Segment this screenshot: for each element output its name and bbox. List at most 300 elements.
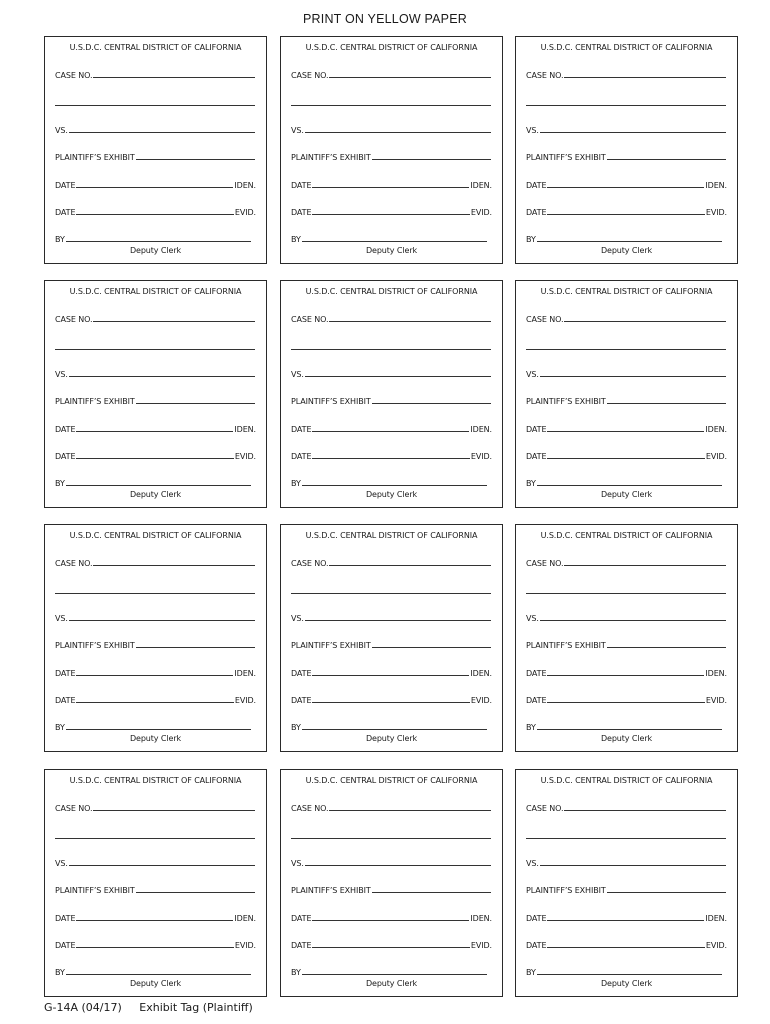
evidence-date-field[interactable] [547,450,704,459]
exhibit-number-field[interactable] [607,884,726,893]
case-blank-row [526,829,727,841]
exhibit-label: PLAINTIFF’S EXHIBIT [291,397,371,406]
exhibit-row [291,638,492,650]
date-label: DATE [55,452,76,461]
case-blank-row [55,96,256,108]
evidence-date-field[interactable] [76,939,233,948]
evidence-date-row [55,449,256,461]
date-label: DATE [291,914,312,923]
exhibit-tag [280,280,503,508]
vs-label: VS. [291,614,304,623]
evidence-date-row [526,938,727,950]
form-title: Exhibit Tag (Plaintiff) [139,1001,253,1014]
evidence-date-row [291,938,492,950]
page-header: PRINT ON YELLOW PAPER [303,12,467,26]
case-no-field[interactable] [564,802,726,811]
evidence-date-field[interactable] [312,939,469,948]
evidence-date-row [55,938,256,950]
evid-label: EVID. [705,941,727,950]
vs-row [526,123,727,135]
deputy-clerk-caption: Deputy Clerk [365,246,418,255]
identified-date-field[interactable] [76,667,233,676]
exhibit-label: PLAINTIFF’S EXHIBIT [526,397,606,406]
case-blank-row [526,96,727,108]
vs-label: VS. [526,126,539,135]
case-no-field-continued[interactable] [291,830,491,839]
case-blank-row [291,340,492,352]
case-no-row [526,312,727,324]
by-row [291,965,488,977]
evidence-date-row [291,449,492,461]
case-no-field[interactable] [329,69,491,78]
by-label: BY [526,479,536,488]
vs-field[interactable] [305,857,491,866]
exhibit-number-field[interactable] [372,884,491,893]
form-id: G-14A (04/17) [44,1001,122,1014]
case-no-label: CASE NO. [291,315,329,324]
identified-date-field[interactable] [547,423,704,432]
case-no-field-continued[interactable] [526,830,726,839]
exhibit-label: PLAINTIFF’S EXHIBIT [55,153,135,162]
exhibit-label: PLAINTIFF’S EXHIBIT [55,886,135,895]
vs-row [291,611,492,623]
date-label: DATE [55,696,76,705]
vs-row [291,123,492,135]
case-no-row [291,556,492,568]
exhibit-label: PLAINTIFF’S EXHIBIT [55,397,135,406]
deputy-clerk-caption: Deputy Clerk [129,979,182,988]
case-blank-row [291,829,492,841]
evid-label: EVID. [470,941,492,950]
by-row [526,232,723,244]
exhibit-row [526,394,727,406]
court-title: U.S.D.C. CENTRAL DISTRICT OF CALIFORNIA [305,43,478,52]
by-label: BY [291,479,301,488]
exhibit-tag [44,280,267,508]
case-no-field-continued[interactable] [55,830,255,839]
identified-date-field[interactable] [76,179,233,188]
vs-field[interactable] [540,857,726,866]
case-no-field-continued[interactable] [526,341,726,350]
by-row [526,476,723,488]
identified-date-field[interactable] [76,423,233,432]
case-no-label: CASE NO. [526,71,564,80]
by-row [291,232,488,244]
evid-label: EVID. [705,208,727,217]
deputy-clerk-caption: Deputy Clerk [600,734,653,743]
exhibit-number-field[interactable] [136,884,255,893]
identified-date-row [526,178,727,190]
by-row [55,232,252,244]
evidence-date-field[interactable] [76,450,233,459]
vs-row [291,367,492,379]
case-no-row [55,556,256,568]
deputy-clerk-caption: Deputy Clerk [600,246,653,255]
case-no-field[interactable] [93,69,255,78]
exhibit-tag [44,36,267,264]
court-title: U.S.D.C. CENTRAL DISTRICT OF CALIFORNIA [69,531,242,540]
date-label: DATE [291,452,312,461]
case-no-row [526,556,727,568]
case-no-field[interactable] [93,802,255,811]
exhibit-tag [280,524,503,752]
identified-date-field[interactable] [547,667,704,676]
date-label: DATE [526,452,547,461]
vs-label: VS. [291,370,304,379]
date-label: DATE [55,914,76,923]
exhibit-label: PLAINTIFF’S EXHIBIT [526,641,606,650]
exhibit-number-field[interactable] [136,151,255,160]
exhibit-label: PLAINTIFF’S EXHIBIT [55,641,135,650]
identified-date-row [291,178,492,190]
vs-row [526,367,727,379]
vs-label: VS. [55,370,68,379]
deputy-signature-field[interactable] [537,721,722,730]
vs-field[interactable] [69,612,255,621]
case-no-field-continued[interactable] [526,585,726,594]
case-no-label: CASE NO. [526,315,564,324]
deputy-signature-field[interactable] [302,477,487,486]
vs-field[interactable] [69,368,255,377]
case-no-label: CASE NO. [55,804,93,813]
vs-row [55,856,256,868]
iden-label: IDEN. [705,914,727,923]
case-no-field[interactable] [93,557,255,566]
case-no-row [55,68,256,80]
vs-row [291,856,492,868]
vs-label: VS. [526,859,539,868]
date-label: DATE [291,696,312,705]
case-no-field-continued[interactable] [55,97,255,106]
exhibit-row [526,638,727,650]
deputy-clerk-caption: Deputy Clerk [129,246,182,255]
iden-label: IDEN. [234,669,256,678]
vs-label: VS. [291,126,304,135]
by-label: BY [55,968,65,977]
by-row [526,965,723,977]
exhibit-row [55,883,256,895]
identified-date-row [526,911,727,923]
evidence-date-field[interactable] [547,206,704,215]
case-no-field[interactable] [564,69,726,78]
deputy-signature-field[interactable] [66,966,251,975]
court-title: U.S.D.C. CENTRAL DISTRICT OF CALIFORNIA [540,531,713,540]
date-label: DATE [526,425,547,434]
identified-date-row [55,911,256,923]
iden-label: IDEN. [234,181,256,190]
evidence-date-row [55,205,256,217]
deputy-signature-field[interactable] [537,233,722,242]
evid-label: EVID. [470,208,492,217]
exhibit-tag [515,524,738,752]
date-label: DATE [291,208,312,217]
date-label: DATE [291,669,312,678]
exhibit-number-field[interactable] [372,639,491,648]
vs-field[interactable] [305,368,491,377]
identified-date-field[interactable] [76,912,233,921]
by-label: BY [55,723,65,732]
vs-label: VS. [526,370,539,379]
exhibit-tag [280,769,503,997]
date-label: DATE [526,669,547,678]
date-label: DATE [526,181,547,190]
exhibit-row [526,883,727,895]
evidence-date-row [55,693,256,705]
evidence-date-field[interactable] [312,206,469,215]
date-label: DATE [55,208,76,217]
case-blank-row [526,584,727,596]
by-row [55,476,252,488]
evid-label: EVID. [234,452,256,461]
case-no-label: CASE NO. [526,804,564,813]
vs-label: VS. [526,614,539,623]
exhibit-tag [44,769,267,997]
exhibit-row [55,394,256,406]
identified-date-field[interactable] [312,423,469,432]
evid-label: EVID. [470,452,492,461]
exhibit-number-field[interactable] [372,151,491,160]
case-no-row [291,68,492,80]
exhibit-label: PLAINTIFF’S EXHIBIT [291,153,371,162]
deputy-signature-field[interactable] [537,477,722,486]
identified-date-row [55,666,256,678]
case-no-label: CASE NO. [55,315,93,324]
case-no-field[interactable] [329,557,491,566]
by-label: BY [55,235,65,244]
date-label: DATE [291,941,312,950]
vs-field[interactable] [540,612,726,621]
by-row [526,720,723,732]
iden-label: IDEN. [470,914,492,923]
case-no-row [55,801,256,813]
evidence-date-row [526,449,727,461]
vs-label: VS. [55,859,68,868]
evidence-date-row [291,205,492,217]
deputy-clerk-caption: Deputy Clerk [365,734,418,743]
case-no-field-continued[interactable] [291,341,491,350]
exhibit-row [526,150,727,162]
by-label: BY [291,723,301,732]
court-title: U.S.D.C. CENTRAL DISTRICT OF CALIFORNIA [305,287,478,296]
by-row [291,720,488,732]
exhibit-tag [515,280,738,508]
date-label: DATE [526,696,547,705]
case-blank-row [55,829,256,841]
case-no-field[interactable] [329,802,491,811]
vs-field[interactable] [540,124,726,133]
case-no-row [291,801,492,813]
exhibit-number-field[interactable] [607,639,726,648]
case-no-row [526,801,727,813]
evid-label: EVID. [234,696,256,705]
exhibit-row [55,638,256,650]
date-label: DATE [55,669,76,678]
by-row [55,965,252,977]
court-title: U.S.D.C. CENTRAL DISTRICT OF CALIFORNIA [540,287,713,296]
vs-field[interactable] [305,124,491,133]
date-label: DATE [55,181,76,190]
case-no-label: CASE NO. [291,559,329,568]
exhibit-row [291,883,492,895]
case-blank-row [55,584,256,596]
identified-date-field[interactable] [312,667,469,676]
case-blank-row [526,340,727,352]
vs-field[interactable] [69,857,255,866]
deputy-signature-field[interactable] [537,966,722,975]
by-label: BY [291,235,301,244]
exhibit-row [291,394,492,406]
identified-date-row [526,666,727,678]
iden-label: IDEN. [470,181,492,190]
iden-label: IDEN. [705,425,727,434]
date-label: DATE [55,941,76,950]
by-label: BY [526,235,536,244]
iden-label: IDEN. [234,425,256,434]
vs-row [55,367,256,379]
evid-label: EVID. [234,208,256,217]
deputy-clerk-caption: Deputy Clerk [365,490,418,499]
court-title: U.S.D.C. CENTRAL DISTRICT OF CALIFORNIA [540,43,713,52]
vs-row [526,856,727,868]
identified-date-row [55,178,256,190]
identified-date-row [526,422,727,434]
deputy-clerk-caption: Deputy Clerk [600,490,653,499]
vs-field[interactable] [305,612,491,621]
date-label: DATE [291,425,312,434]
evidence-date-field[interactable] [312,450,469,459]
by-row [291,476,488,488]
case-no-label: CASE NO. [291,804,329,813]
evid-label: EVID. [234,941,256,950]
evid-label: EVID. [705,696,727,705]
iden-label: IDEN. [234,914,256,923]
evidence-date-field[interactable] [547,939,704,948]
date-label: DATE [526,941,547,950]
evidence-date-row [526,693,727,705]
deputy-clerk-caption: Deputy Clerk [365,979,418,988]
by-label: BY [526,968,536,977]
case-no-field-continued[interactable] [55,341,255,350]
deputy-clerk-caption: Deputy Clerk [129,734,182,743]
deputy-signature-field[interactable] [66,477,251,486]
deputy-signature-field[interactable] [302,721,487,730]
iden-label: IDEN. [705,669,727,678]
exhibit-number-field[interactable] [607,395,726,404]
vs-row [55,611,256,623]
identified-date-field[interactable] [547,912,704,921]
exhibit-number-field[interactable] [136,639,255,648]
by-row [55,720,252,732]
exhibit-number-field[interactable] [607,151,726,160]
iden-label: IDEN. [705,181,727,190]
evidence-date-field[interactable] [547,694,704,703]
vs-field[interactable] [540,368,726,377]
exhibit-label: PLAINTIFF’S EXHIBIT [526,886,606,895]
deputy-signature-field[interactable] [302,233,487,242]
exhibit-row [55,150,256,162]
deputy-clerk-caption: Deputy Clerk [600,979,653,988]
evidence-date-field[interactable] [312,694,469,703]
vs-row [55,123,256,135]
date-label: DATE [55,425,76,434]
case-blank-row [291,584,492,596]
iden-label: IDEN. [470,669,492,678]
case-no-field-continued[interactable] [291,585,491,594]
case-no-field-continued[interactable] [291,97,491,106]
exhibit-row [291,150,492,162]
case-no-label: CASE NO. [55,559,93,568]
evid-label: EVID. [470,696,492,705]
evidence-date-field[interactable] [76,694,233,703]
identified-date-row [291,422,492,434]
exhibit-tag [515,36,738,264]
date-label: DATE [291,181,312,190]
identified-date-field[interactable] [312,179,469,188]
case-no-field[interactable] [93,313,255,322]
evidence-date-row [526,205,727,217]
identified-date-row [291,666,492,678]
vs-label: VS. [55,126,68,135]
deputy-clerk-caption: Deputy Clerk [129,490,182,499]
exhibit-tag [515,769,738,997]
court-title: U.S.D.C. CENTRAL DISTRICT OF CALIFORNIA [540,776,713,785]
vs-label: VS. [291,859,304,868]
deputy-signature-field[interactable] [302,966,487,975]
court-title: U.S.D.C. CENTRAL DISTRICT OF CALIFORNIA [69,287,242,296]
deputy-signature-field[interactable] [66,233,251,242]
identified-date-field[interactable] [312,912,469,921]
case-no-field[interactable] [564,313,726,322]
identified-date-row [291,911,492,923]
exhibit-label: PLAINTIFF’S EXHIBIT [526,153,606,162]
evidence-date-field[interactable] [76,206,233,215]
court-title: U.S.D.C. CENTRAL DISTRICT OF CALIFORNIA [305,776,478,785]
case-no-field[interactable] [329,313,491,322]
vs-field[interactable] [69,124,255,133]
by-label: BY [526,723,536,732]
deputy-signature-field[interactable] [66,721,251,730]
by-label: BY [55,479,65,488]
exhibit-number-field[interactable] [136,395,255,404]
exhibit-label: PLAINTIFF’S EXHIBIT [291,641,371,650]
identified-date-field[interactable] [547,179,704,188]
case-no-row [291,312,492,324]
exhibit-tag [280,36,503,264]
case-no-label: CASE NO. [291,71,329,80]
vs-label: VS. [55,614,68,623]
exhibit-label: PLAINTIFF’S EXHIBIT [291,886,371,895]
date-label: DATE [526,914,547,923]
exhibit-tag [44,524,267,752]
case-no-field-continued[interactable] [526,97,726,106]
evid-label: EVID. [705,452,727,461]
case-no-row [526,68,727,80]
case-no-field-continued[interactable] [55,585,255,594]
case-no-row [55,312,256,324]
identified-date-row [55,422,256,434]
court-title: U.S.D.C. CENTRAL DISTRICT OF CALIFORNIA [305,531,478,540]
iden-label: IDEN. [470,425,492,434]
case-blank-row [291,96,492,108]
date-label: DATE [526,208,547,217]
vs-row [526,611,727,623]
case-no-label: CASE NO. [55,71,93,80]
exhibit-number-field[interactable] [372,395,491,404]
form-footer [44,1001,253,1014]
court-title: U.S.D.C. CENTRAL DISTRICT OF CALIFORNIA [69,776,242,785]
case-no-field[interactable] [564,557,726,566]
by-label: BY [291,968,301,977]
